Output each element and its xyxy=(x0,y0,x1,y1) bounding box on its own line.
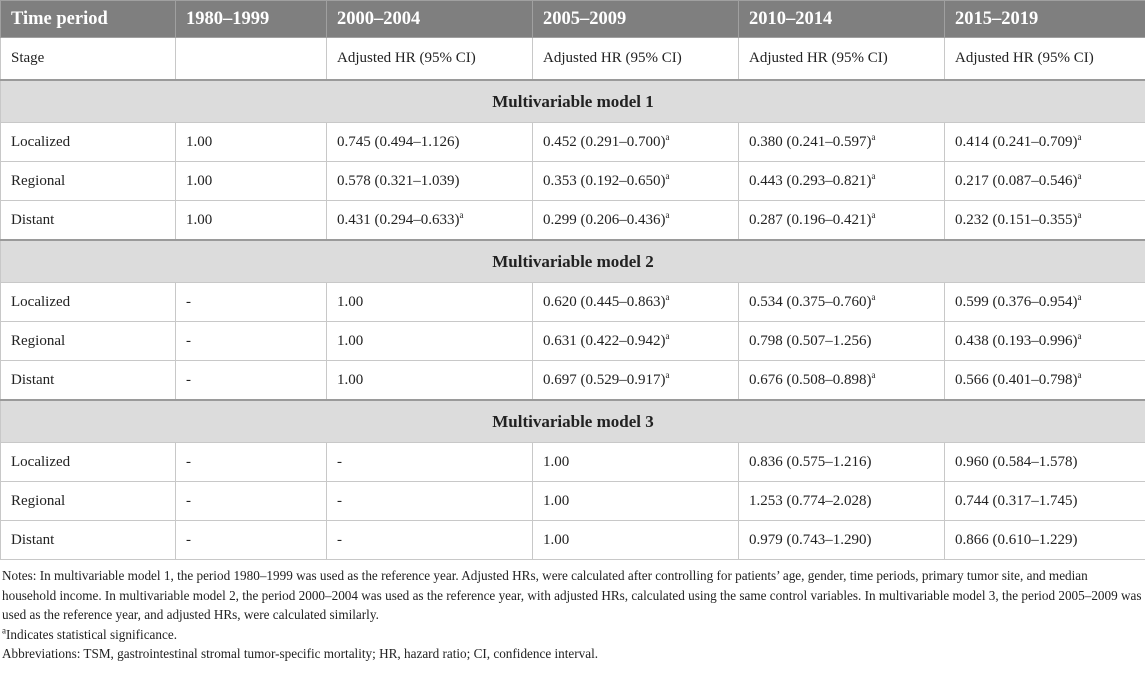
hr-value: 0.599 (0.376–0.954) xyxy=(955,293,1078,310)
hr-value: 0.866 (0.610–1.229) xyxy=(955,531,1078,548)
hr-cell xyxy=(176,443,327,482)
hr-value: 1.00 xyxy=(186,172,213,189)
stage-cell: Adjusted HR (95% CI) xyxy=(533,38,739,81)
hr-cell xyxy=(945,283,1145,322)
hr-cell xyxy=(945,361,1145,401)
model-header-row xyxy=(1,240,1145,283)
hr-cell xyxy=(533,361,739,401)
hr-cell xyxy=(176,322,327,361)
hr-cell xyxy=(327,443,533,482)
hr-value: 1.253 (0.774–2.028) xyxy=(749,492,872,509)
hr-value: - xyxy=(337,492,342,509)
hr-cell xyxy=(945,521,1145,560)
hr-value: 0.217 (0.087–0.546) xyxy=(955,172,1078,189)
hr-value: 0.534 (0.375–0.760) xyxy=(749,293,872,310)
hr-value: - xyxy=(186,492,191,509)
hr-cell xyxy=(739,123,945,162)
hr-value: 0.631 (0.422–0.942) xyxy=(543,332,666,349)
hr-cell xyxy=(739,201,945,241)
hr-value: 1.00 xyxy=(186,133,213,150)
hr-value: 0.578 (0.321–1.039) xyxy=(337,172,460,189)
hr-value: 0.299 (0.206–0.436) xyxy=(543,211,666,228)
hr-cell xyxy=(176,162,327,201)
stage-name: Regional xyxy=(1,322,176,361)
significance-mark: a xyxy=(459,209,464,220)
hr-cell xyxy=(327,521,533,560)
header-2000-2004: 2000–2004 xyxy=(327,1,533,38)
model-header-row xyxy=(1,80,1145,123)
hr-cell xyxy=(533,322,739,361)
header-time-period: Time period xyxy=(1,1,176,38)
header-1980-1999: 1980–1999 xyxy=(176,1,327,38)
hr-value: 1.00 xyxy=(337,332,364,349)
hr-value: 0.232 (0.151–0.355) xyxy=(955,211,1078,228)
table-row xyxy=(1,443,1145,482)
significance-mark: a xyxy=(665,209,670,220)
hr-value: - xyxy=(186,332,191,349)
hr-value: - xyxy=(186,531,191,548)
hr-value: 0.443 (0.293–0.821) xyxy=(749,172,872,189)
hr-cell xyxy=(533,162,739,201)
hr-value: 0.744 (0.317–1.745) xyxy=(955,492,1078,509)
stage-name: Distant xyxy=(1,521,176,560)
hr-value: 0.676 (0.508–0.898) xyxy=(749,371,872,388)
table-notes xyxy=(0,560,1142,664)
table-row xyxy=(1,123,1145,162)
hr-value: 0.960 (0.584–1.578) xyxy=(955,453,1078,470)
significance-mark: a xyxy=(871,131,876,142)
stage-name: Distant xyxy=(1,361,176,401)
hr-cell xyxy=(533,283,739,322)
hr-cell xyxy=(739,322,945,361)
significance-mark: a xyxy=(871,170,876,181)
hr-value: 1.00 xyxy=(543,492,570,509)
notes-main: Notes: In multivariable model 1, the period 1980–1999 was used as the reference year. Adjusted HRs, were calculated after controlling for patients’ age, gender, time periods, primary tumor site, and median household income. In multivariable model 2, the period 2000–2004 was used as the reference year, with adjusted HRs, calculated using the same control variables. In multivariable model 3, the period 2005–2009 was used as the reference year, and adjusted HRs, were calculated similarly. xyxy=(2,568,1142,622)
significance-mark: a xyxy=(871,369,876,380)
hr-cell xyxy=(739,482,945,521)
significance-text: Indicates statistical significance. xyxy=(6,626,178,642)
significance-mark: a xyxy=(665,291,670,302)
hr-value: 0.836 (0.575–1.216) xyxy=(749,453,872,470)
hr-cell xyxy=(533,521,739,560)
hr-cell xyxy=(533,123,739,162)
stage-cell: Adjusted HR (95% CI) xyxy=(327,38,533,81)
hr-value: 0.431 (0.294–0.633) xyxy=(337,211,460,228)
hr-cell xyxy=(327,361,533,401)
hr-cell xyxy=(739,361,945,401)
hr-value: - xyxy=(186,293,191,310)
model-header-row xyxy=(1,400,1145,443)
hr-cell xyxy=(176,482,327,521)
hr-cell xyxy=(176,283,327,322)
table-row xyxy=(1,201,1145,241)
hr-cell xyxy=(739,162,945,201)
stage-name: Regional xyxy=(1,482,176,521)
hr-cell xyxy=(327,283,533,322)
hr-value: 1.00 xyxy=(337,293,364,310)
hr-cell xyxy=(739,443,945,482)
hr-cell xyxy=(327,322,533,361)
hr-cell xyxy=(176,361,327,401)
significance-mark: a xyxy=(1077,330,1082,341)
stage-name: Distant xyxy=(1,201,176,241)
table-row xyxy=(1,521,1145,560)
significance-mark: a xyxy=(1077,170,1082,181)
hr-value: - xyxy=(337,453,342,470)
hr-value: 0.380 (0.241–0.597) xyxy=(749,133,872,150)
hr-cell xyxy=(176,123,327,162)
stage-row xyxy=(1,38,1145,81)
stage-name: Localized xyxy=(1,123,176,162)
hr-value: - xyxy=(186,453,191,470)
significance-mark: a xyxy=(665,131,670,142)
significance-mark: a xyxy=(871,209,876,220)
hr-cell xyxy=(945,201,1145,241)
table-row xyxy=(1,283,1145,322)
table-row xyxy=(1,162,1145,201)
hr-cell xyxy=(176,521,327,560)
hr-cell xyxy=(739,283,945,322)
hr-cell xyxy=(945,482,1145,521)
stage-label: Stage xyxy=(1,38,176,81)
table-row xyxy=(1,361,1145,401)
hr-value: 1.00 xyxy=(543,531,570,548)
stage-cell xyxy=(176,38,327,81)
significance-mark: a xyxy=(665,330,670,341)
hr-cell xyxy=(176,201,327,241)
stage-name: Localized xyxy=(1,443,176,482)
hr-cell xyxy=(327,482,533,521)
header-2005-2009: 2005–2009 xyxy=(533,1,739,38)
hr-value: 1.00 xyxy=(186,211,213,228)
significance-mark: a xyxy=(1077,209,1082,220)
header-2015-2019: 2015–2019 xyxy=(945,1,1145,38)
hr-cell xyxy=(327,201,533,241)
hr-cell xyxy=(945,162,1145,201)
hr-value: 0.979 (0.743–1.290) xyxy=(749,531,872,548)
hr-value: - xyxy=(186,371,191,388)
significance-mark: a xyxy=(871,291,876,302)
hr-cell xyxy=(533,201,739,241)
hr-value: 0.353 (0.192–0.650) xyxy=(543,172,666,189)
hr-value: 0.798 (0.507–1.256) xyxy=(749,332,872,349)
hr-value: 0.566 (0.401–0.798) xyxy=(955,371,1078,388)
hr-cell xyxy=(945,123,1145,162)
model-title: Multivariable model 1 xyxy=(1,80,1145,123)
hr-value: 1.00 xyxy=(337,371,364,388)
model-title: Multivariable model 2 xyxy=(1,240,1145,283)
hr-value: 0.745 (0.494–1.126) xyxy=(337,133,460,150)
significance-mark: a xyxy=(665,369,670,380)
hr-cell xyxy=(945,443,1145,482)
hr-cell xyxy=(327,162,533,201)
header-row xyxy=(1,1,1145,38)
notes-significance xyxy=(2,625,1142,645)
stage-name: Regional xyxy=(1,162,176,201)
table-row xyxy=(1,482,1145,521)
hr-value: 1.00 xyxy=(543,453,570,470)
hr-value: 0.414 (0.241–0.709) xyxy=(955,133,1078,150)
hr-value: 0.438 (0.193–0.996) xyxy=(955,332,1078,349)
stage-cell: Adjusted HR (95% CI) xyxy=(945,38,1145,81)
stage-name: Localized xyxy=(1,283,176,322)
model-title: Multivariable model 3 xyxy=(1,400,1145,443)
hr-cell xyxy=(533,482,739,521)
hr-cell xyxy=(327,123,533,162)
hr-cell xyxy=(533,443,739,482)
hr-value: 0.697 (0.529–0.917) xyxy=(543,371,666,388)
significance-mark: a xyxy=(2,625,6,636)
header-2010-2014: 2010–2014 xyxy=(739,1,945,38)
significance-mark: a xyxy=(1077,369,1082,380)
notes-abbreviations: Abbreviations: TSM, gastrointestinal stromal tumor-specific mortality; HR, hazard ratio; CI, confidence interval. xyxy=(2,646,599,661)
hr-value: 0.287 (0.196–0.421) xyxy=(749,211,872,228)
significance-mark: a xyxy=(1077,131,1082,142)
hr-value: - xyxy=(337,531,342,548)
hr-cell xyxy=(945,322,1145,361)
stage-cell: Adjusted HR (95% CI) xyxy=(739,38,945,81)
hr-value: 0.452 (0.291–0.700) xyxy=(543,133,666,150)
significance-mark: a xyxy=(1077,291,1082,302)
table-row xyxy=(1,322,1145,361)
hr-cell xyxy=(739,521,945,560)
significance-mark: a xyxy=(665,170,670,181)
hr-value: 0.620 (0.445–0.863) xyxy=(543,293,666,310)
